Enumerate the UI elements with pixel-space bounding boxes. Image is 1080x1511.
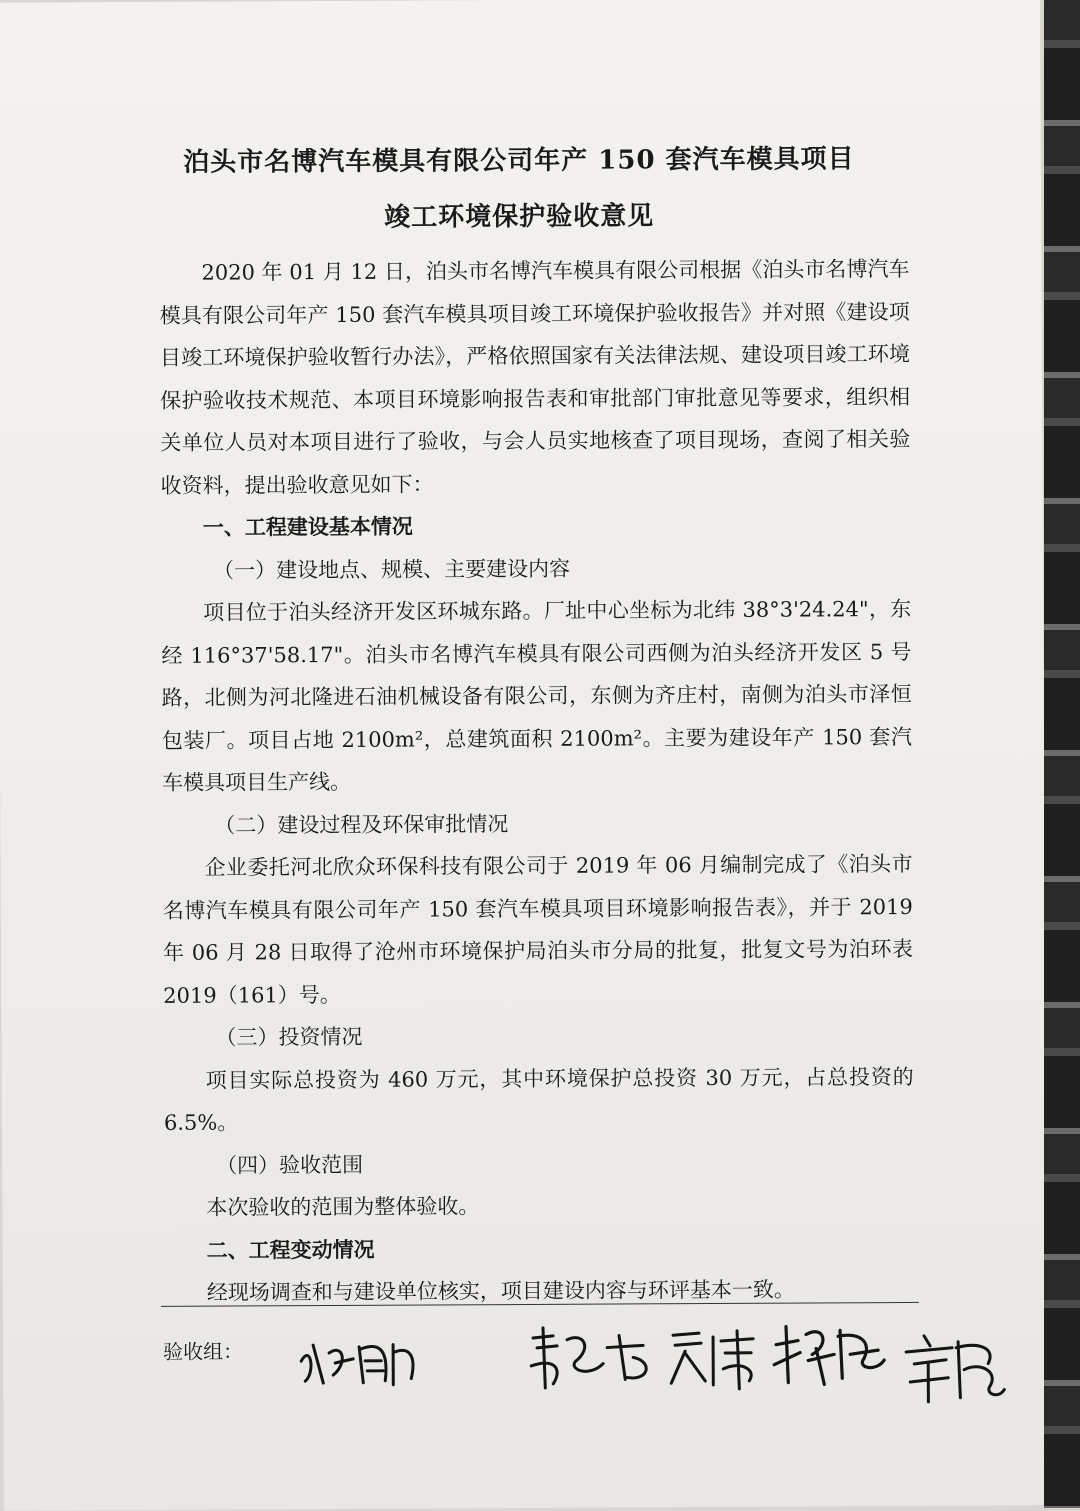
- sub4-text: 本次验收的范围为整体验收。: [206, 1194, 480, 1220]
- sub2-heading: （二）建设过程及环保审批情况: [214, 811, 509, 838]
- signature-label: 验收组：: [163, 1339, 244, 1364]
- intro-paragraph: 2020 年 01 月 12 日，泊头市名博汽车模具有限公司根据《泊头市名博汽车模具有限公司年产 150 套汽车模具项目竣工环境保护验收报告》并对照《建设项目竣工环境保护验收暂行办法》，严格依照国家有关法律法规、建设项目竣工环境保护验收技术规范、本项目环境影响报告表和审批部门审批意见等要求，组织相关单位人员对本项目进行了验收，与会人员实地核查了项目现场，查阅了相关验收资料，提出验收意见如下：: [159, 256, 911, 498]
- sub4-heading: （四）验收范围: [216, 1152, 364, 1178]
- sub3-text: 项目实际总投资为 460 万元，其中环境保护总投资 30 万元，占总投资的 6.5%。: [163, 1064, 914, 1135]
- sub1-text: 项目位于泊头经济开发区环城东路。厂址中心坐标为北纬 38°3'24.24"，东经 116°37'58.17"。泊头市名博汽车模具有限公司西侧为泊头经济开发区 5 号路，北侧为河北隆进石油机械设备有限公司，东侧为齐庄村，南侧为泊头市泽恒包装厂。项目占地 2100m²，总建筑面积 2100m²。主要为建设年产 150 套汽车模具项目生产线。: [161, 596, 912, 795]
- signature-5: [898, 1327, 1008, 1408]
- signature-1: [293, 1323, 423, 1394]
- signature-3: [663, 1321, 763, 1394]
- section2-text: 经现场调查和与建设单位核实，项目建设内容与环评基本一致。: [206, 1277, 795, 1305]
- document-title-line2: 竣工环境保护验收意见: [384, 201, 655, 233]
- section1-heading: 一、工程建设基本情况: [202, 513, 413, 540]
- sub3-heading: （三）投资情况: [215, 1024, 363, 1050]
- signature-2: [523, 1317, 663, 1398]
- signature-4: [768, 1314, 888, 1391]
- document-body: [159, 248, 915, 1314]
- document-title-line1: 泊头市名博汽车模具有限公司年产 150 套汽车模具项目: [183, 144, 855, 178]
- section2-heading: 二、工程变动情况: [206, 1236, 375, 1263]
- sub1-heading: （一）建设地点、规模、主要建设内容: [212, 556, 571, 583]
- sub2-text: 企业委托河北欣众环保科技有限公司于 2019 年 06 月编制完成了《泊头市名博汽车模具有限公司年产 150 套汽车模具项目环境影响报告表》，并于 2019 年 06 月 28 日取得了沧州市环境保护局泊头市分局的批复，批复文号为泊环表 2019（161）号。: [162, 851, 914, 1008]
- background-edge: [1044, 0, 1080, 1508]
